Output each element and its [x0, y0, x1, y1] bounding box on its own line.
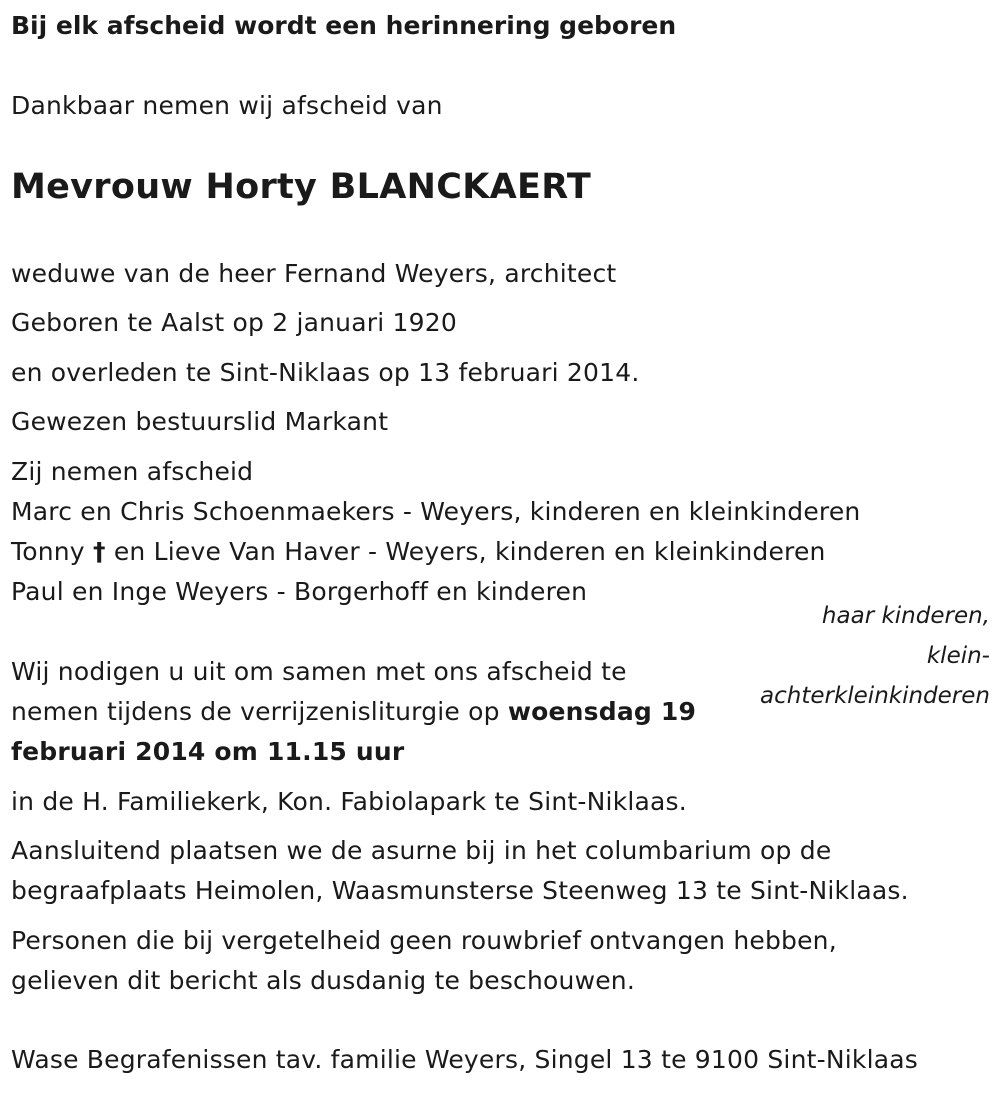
location-text: in de H. Familiekerk, Kon. Fabiolapark te Sint-Niklaas.: [11, 787, 687, 816]
invitation-date-part-2: februari 2014 om 11.15 uur: [11, 737, 405, 766]
notice-line-1: Personen die bij vergetelheid geen rouwbrief ontvangen hebben,: [11, 926, 837, 955]
family-intro: Zij nemen afscheid: [11, 457, 254, 486]
side-note-line-1: haar kinderen,: [821, 603, 990, 629]
family-line-2: [11, 532, 826, 572]
invitation-line-3: [11, 732, 404, 772]
burial-line-1: Aansluitend plaatsen we de asurne bij in het columbarium op de: [11, 836, 832, 865]
family-line-3: Paul en Inge Weyers - Borgerhoff en kinderen: [11, 577, 588, 606]
intro-text: Dankbaar nemen wij afscheid van: [11, 91, 443, 120]
widow-text: weduwe van de heer Fernand Weyers, architect: [11, 259, 617, 288]
side-note-line-2: klein-: [926, 643, 990, 669]
side-note-line-3: achterkleinkinderen: [760, 683, 990, 709]
heading: Bij elk afscheid wordt een herinnering geboren: [11, 11, 677, 40]
invitation-line-2: [11, 692, 696, 732]
deceased-name: Mevrouw Horty BLANCKAERT: [11, 167, 592, 207]
born-text: Geboren te Aalst op 2 januari 1920: [11, 308, 457, 337]
died-text: en overleden te Sint-Niklaas op 13 februari 2014.: [11, 358, 640, 387]
burial-line-2: begraafplaats Heimolen, Waasmunsterse Steenweg 13 te Sint-Niklaas.: [11, 876, 909, 905]
family-line-2-rest: en Lieve Van Haver - Weyers, kinderen en kleinkinderen: [113, 537, 826, 566]
invitation-date-part-1: woensdag 19: [507, 697, 697, 726]
role-text: Gewezen bestuurslid Markant: [11, 407, 389, 436]
invitation-line-2-plain: nemen tijdens de verrijzenisliturgie op: [11, 697, 508, 726]
notice-line-2: gelieven dit bericht als dusdanig te beschouwen.: [11, 966, 635, 995]
cross-icon: †: [92, 537, 106, 566]
family-line-2-name: Tonny: [11, 537, 85, 566]
family-line-1: Marc en Chris Schoenmaekers - Weyers, kinderen en kleinkinderen: [11, 497, 861, 526]
invitation-line-1: Wij nodigen u uit om samen met ons afscheid te: [11, 657, 627, 686]
footer-text: Wase Begrafenissen tav. familie Weyers, Singel 13 te 9100 Sint-Niklaas: [11, 1045, 918, 1074]
